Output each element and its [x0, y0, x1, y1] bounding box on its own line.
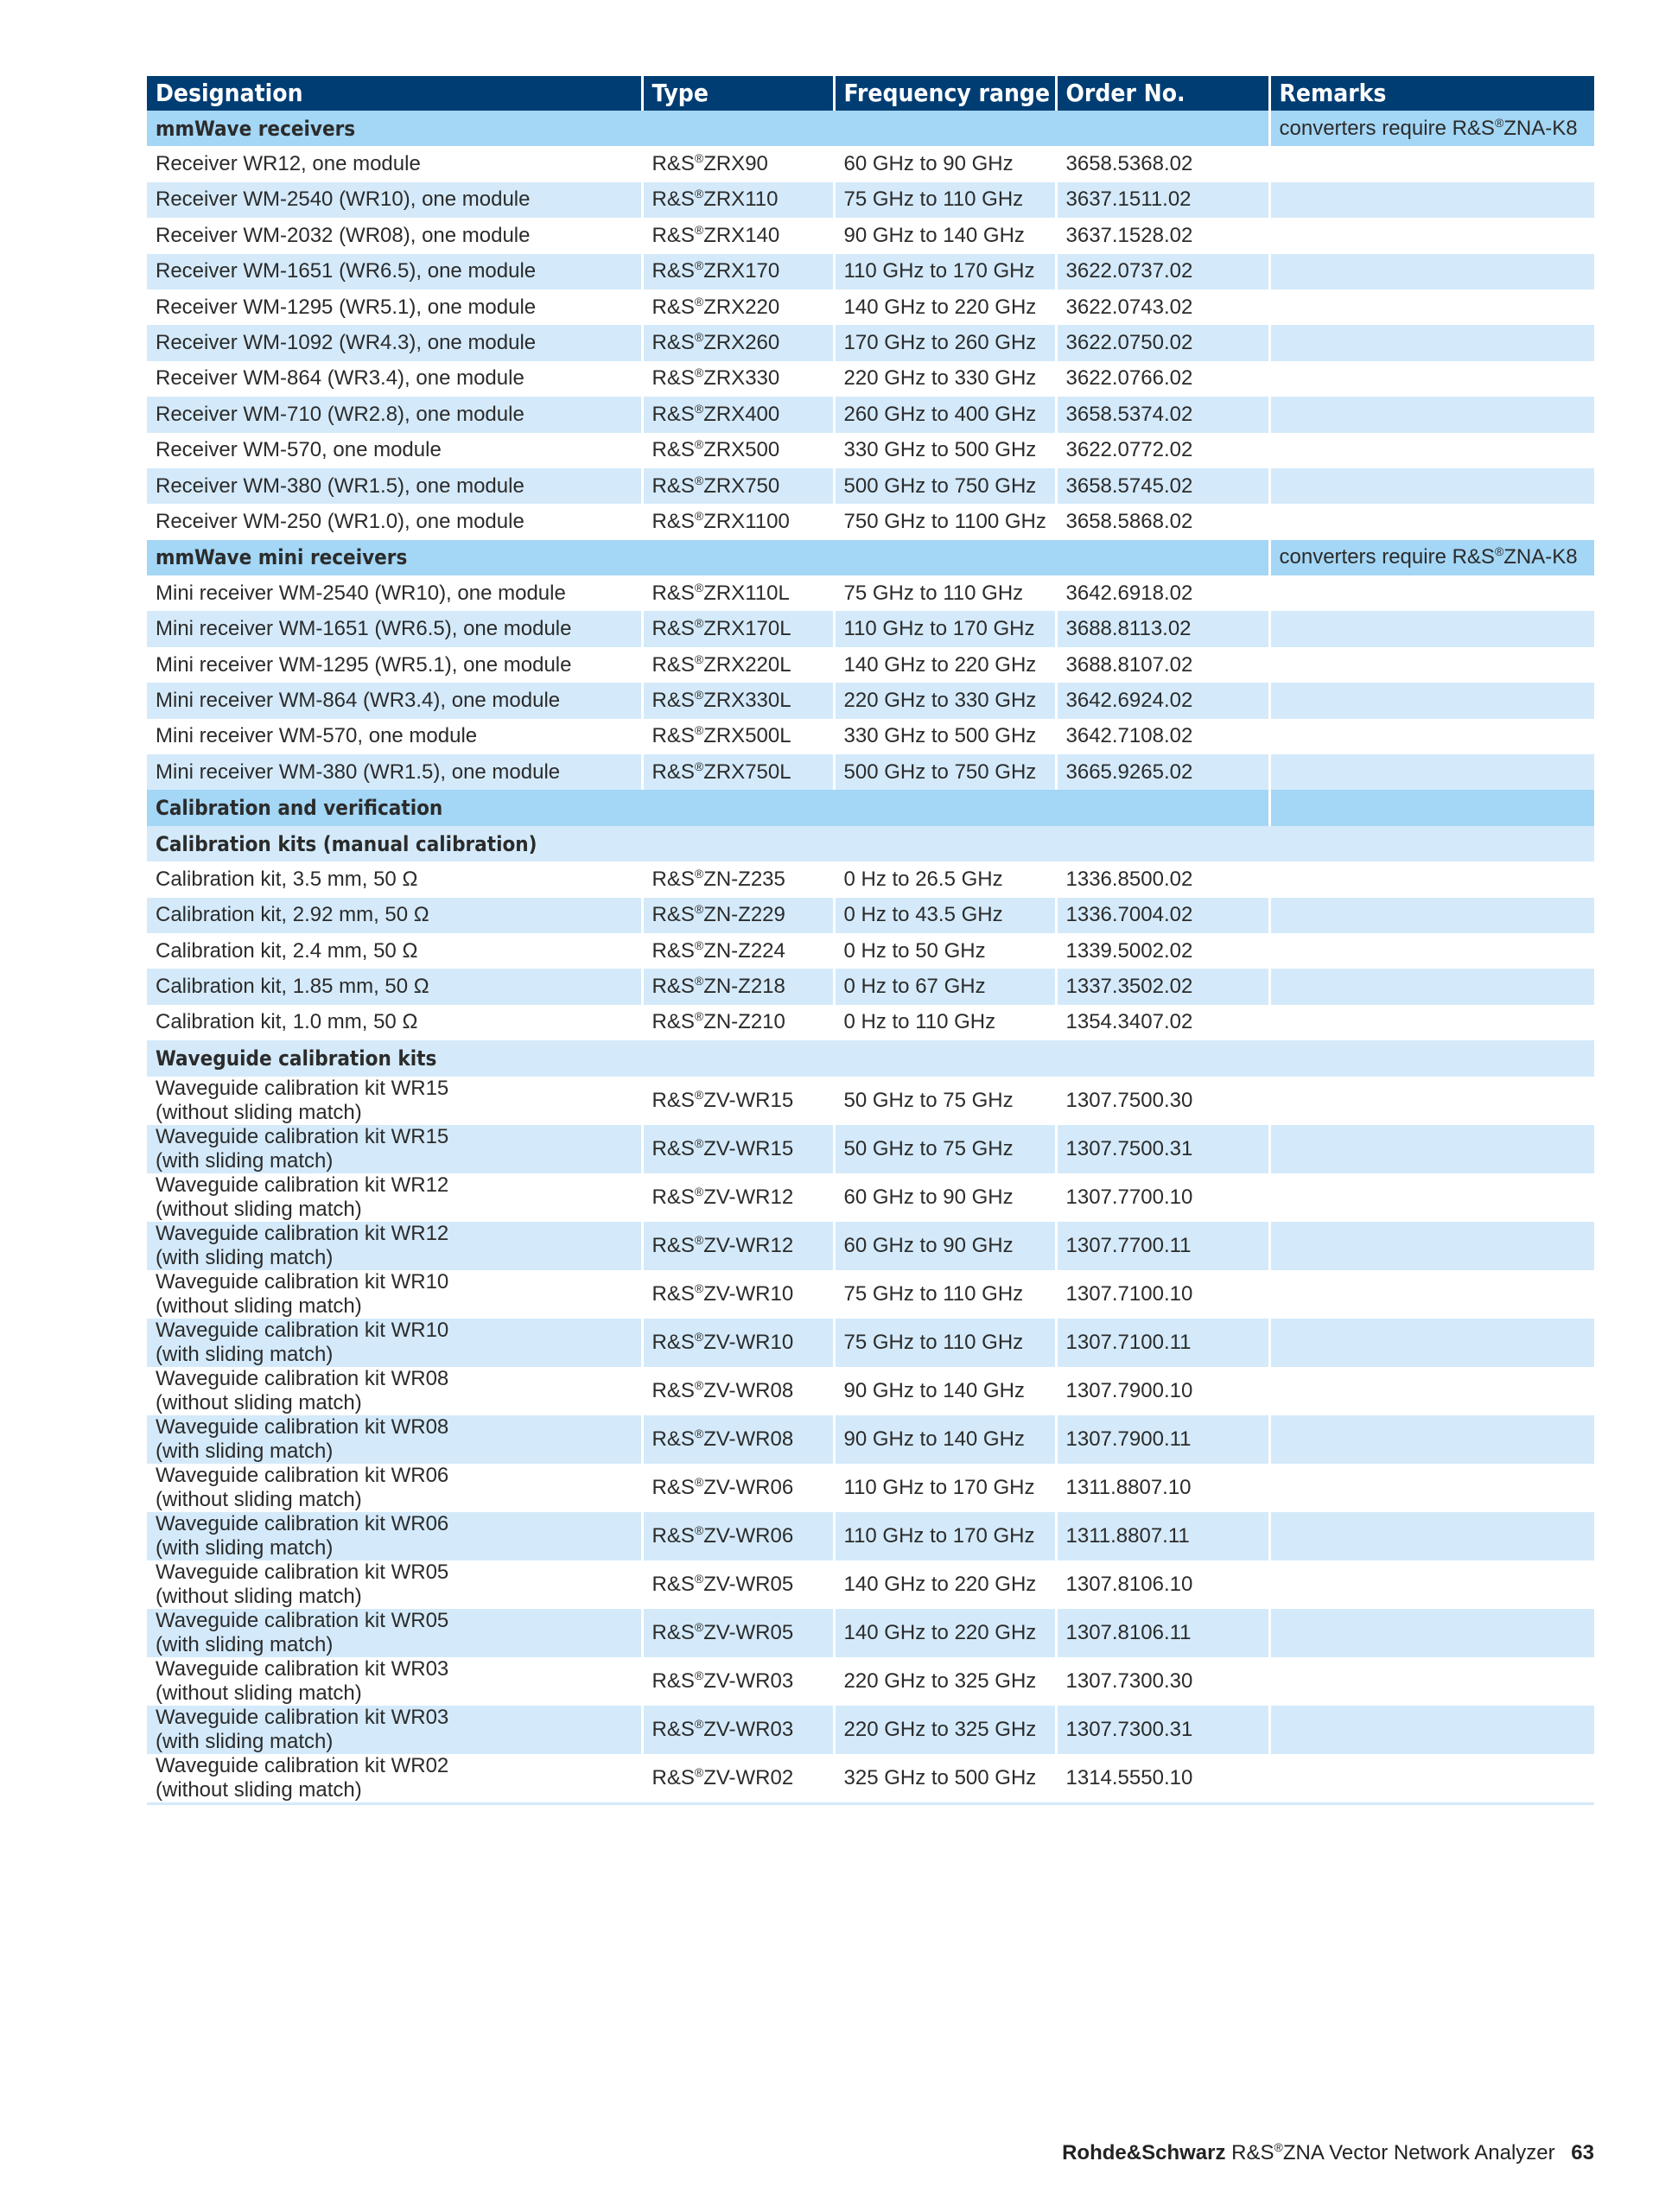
designation-cell: Receiver WM-710 (WR2.8), one module [147, 397, 642, 432]
remarks-cell [1269, 1754, 1594, 1804]
designation-cell: Mini receiver WM-864 (WR3.4), one module [147, 683, 642, 718]
designation-line1: Waveguide calibration kit WR15 [156, 1124, 449, 1148]
type-cell: R&S®ZN-Z224 [642, 933, 834, 969]
type-cell: R&S®ZRX750 [642, 468, 834, 504]
section-remark [1269, 790, 1594, 825]
table-row [147, 647, 1594, 683]
order-cell: 1307.7900.10 [1056, 1367, 1269, 1415]
type-cell: R&S®ZRX500L [642, 719, 834, 754]
type-cell: R&S®ZRX170 [642, 254, 834, 289]
frequency-cell: 50 GHz to 75 GHz [834, 1077, 1056, 1125]
designation-cell: Mini receiver WM-1295 (WR5.1), one module [147, 647, 642, 683]
order-cell: 3658.5368.02 [1056, 146, 1269, 181]
frequency-cell: 0 Hz to 110 GHz [834, 1005, 1056, 1040]
designation-cell: Mini receiver WM-380 (WR1.5), one module [147, 754, 642, 790]
table-row [147, 933, 1594, 969]
designation-cell: Receiver WM-2032 (WR08), one module [147, 218, 642, 253]
table-row [147, 1319, 1594, 1367]
designation-line1: Waveguide calibration kit WR05 [156, 1560, 449, 1584]
remarks-cell [1269, 1657, 1594, 1706]
frequency-cell: 140 GHz to 220 GHz [834, 1609, 1056, 1657]
designation-cell [147, 1270, 642, 1319]
designation-line1: Waveguide calibration kit WR10 [156, 1269, 449, 1294]
remarks-cell [1269, 1125, 1594, 1173]
subsection-title: Calibration kits (manual calibration) [147, 826, 1594, 861]
table-row [147, 754, 1594, 790]
table-header-row [147, 76, 1594, 111]
type-cell: R&S®ZV-WR06 [642, 1512, 834, 1560]
section-title: Calibration and verification [147, 790, 1269, 825]
table-row [147, 1754, 1594, 1804]
frequency-cell: 0 Hz to 26.5 GHz [834, 861, 1056, 897]
frequency-cell: 260 GHz to 400 GHz [834, 397, 1056, 432]
frequency-cell: 60 GHz to 90 GHz [834, 1173, 1056, 1222]
frequency-cell: 110 GHz to 170 GHz [834, 611, 1056, 646]
frequency-cell: 140 GHz to 220 GHz [834, 289, 1056, 325]
type-cell: R&S®ZV-WR15 [642, 1125, 834, 1173]
order-cell: 3622.0772.02 [1056, 433, 1269, 468]
type-cell: R&S®ZRX110 [642, 182, 834, 218]
designation-line1: Waveguide calibration kit WR03 [156, 1656, 449, 1681]
frequency-cell: 500 GHz to 750 GHz [834, 468, 1056, 504]
designation-cell [147, 1754, 642, 1804]
frequency-cell: 110 GHz to 170 GHz [834, 1512, 1056, 1560]
frequency-cell: 90 GHz to 140 GHz [834, 218, 1056, 253]
remarks-cell [1269, 218, 1594, 253]
table-row [147, 182, 1594, 218]
frequency-cell: 220 GHz to 325 GHz [834, 1706, 1056, 1754]
designation-cell: Receiver WM-2540 (WR10), one module [147, 182, 642, 218]
remarks-cell [1269, 861, 1594, 897]
designation-line2: (with sliding match) [156, 1342, 334, 1366]
table-row [147, 611, 1594, 646]
table-row [147, 969, 1594, 1004]
designation-cell: Mini receiver WM-570, one module [147, 719, 642, 754]
designation-line2: (with sliding match) [156, 1148, 334, 1173]
order-cell: 1307.8106.11 [1056, 1609, 1269, 1657]
table-row [147, 1005, 1594, 1040]
designation-line2: (without sliding match) [156, 1584, 362, 1608]
frequency-cell: 90 GHz to 140 GHz [834, 1367, 1056, 1415]
remarks-cell [1269, 647, 1594, 683]
remarks-cell [1269, 719, 1594, 754]
frequency-cell: 75 GHz to 110 GHz [834, 575, 1056, 611]
table-row [147, 468, 1594, 504]
designation-line1: Waveguide calibration kit WR06 [156, 1511, 449, 1535]
frequency-cell: 110 GHz to 170 GHz [834, 1464, 1056, 1512]
order-cell: 1307.7100.11 [1056, 1319, 1269, 1367]
designation-cell: Mini receiver WM-2540 (WR10), one module [147, 575, 642, 611]
table-row [147, 397, 1594, 432]
type-cell: R&S®ZRX170L [642, 611, 834, 646]
designation-cell: Receiver WM-250 (WR1.0), one module [147, 504, 642, 539]
order-cell: 1337.3502.02 [1056, 969, 1269, 1004]
remarks-cell [1269, 397, 1594, 432]
frequency-cell: 0 Hz to 67 GHz [834, 969, 1056, 1004]
type-cell: R&S®ZV-WR12 [642, 1173, 834, 1222]
order-cell: 3665.9265.02 [1056, 754, 1269, 790]
table-row [147, 361, 1594, 397]
type-cell: R&S®ZV-WR10 [642, 1270, 834, 1319]
order-cell: 1307.8106.10 [1056, 1560, 1269, 1609]
designation-line2: (without sliding match) [156, 1487, 362, 1511]
order-cell: 3658.5868.02 [1056, 504, 1269, 539]
designation-line2: (without sliding match) [156, 1100, 362, 1124]
designation-cell [147, 1173, 642, 1222]
header-order-no: Order No. [1056, 76, 1269, 111]
order-cell: 1311.8807.10 [1056, 1464, 1269, 1512]
designation-cell: Receiver WM-864 (WR3.4), one module [147, 361, 642, 397]
designation-cell [147, 1464, 642, 1512]
order-cell: 1354.3407.02 [1056, 1005, 1269, 1040]
frequency-cell: 750 GHz to 1100 GHz [834, 504, 1056, 539]
designation-cell [147, 1560, 642, 1609]
table-row [147, 898, 1594, 933]
designation-line1: Waveguide calibration kit WR15 [156, 1076, 449, 1100]
order-cell: 1307.7500.31 [1056, 1125, 1269, 1173]
frequency-cell: 140 GHz to 220 GHz [834, 647, 1056, 683]
remarks-cell [1269, 1415, 1594, 1464]
order-cell: 3658.5745.02 [1056, 468, 1269, 504]
type-cell: R&S®ZRX330 [642, 361, 834, 397]
frequency-cell: 75 GHz to 110 GHz [834, 1270, 1056, 1319]
type-cell: R&S®ZRX750L [642, 754, 834, 790]
brand-name: Rohde&Schwarz [1062, 2141, 1226, 2164]
type-cell: R&S®ZV-WR03 [642, 1706, 834, 1754]
type-cell: R&S®ZRX500 [642, 433, 834, 468]
remarks-cell [1269, 611, 1594, 646]
table-row [147, 325, 1594, 360]
order-cell: 3622.0743.02 [1056, 289, 1269, 325]
designation-cell: Receiver WM-1295 (WR5.1), one module [147, 289, 642, 325]
table-row [147, 1464, 1594, 1512]
type-cell: R&S®ZV-WR05 [642, 1609, 834, 1657]
table-row [147, 1706, 1594, 1754]
remarks-cell [1269, 898, 1594, 933]
type-cell: R&S®ZN-Z210 [642, 1005, 834, 1040]
designation-line1: Waveguide calibration kit WR02 [156, 1753, 449, 1777]
table-body [147, 111, 1594, 1803]
order-cell: 1307.7900.11 [1056, 1415, 1269, 1464]
remarks-cell [1269, 1560, 1594, 1609]
section-mmwave-mini-receivers [147, 540, 1594, 575]
remarks-cell [1269, 754, 1594, 790]
table-row [147, 1270, 1594, 1319]
frequency-cell: 220 GHz to 330 GHz [834, 361, 1056, 397]
type-cell: R&S®ZRX220 [642, 289, 834, 325]
frequency-cell: 325 GHz to 500 GHz [834, 1754, 1056, 1804]
designation-cell [147, 1609, 642, 1657]
designation-line2: (with sliding match) [156, 1535, 334, 1560]
designation-cell: Receiver WM-380 (WR1.5), one module [147, 468, 642, 504]
designation-cell: Mini receiver WM-1651 (WR6.5), one module [147, 611, 642, 646]
page-footer [1062, 2141, 1594, 2165]
type-cell: R&S®ZV-WR05 [642, 1560, 834, 1609]
remarks-cell [1269, 575, 1594, 611]
remarks-cell [1269, 683, 1594, 718]
designation-cell: Calibration kit, 3.5 mm, 50 Ω [147, 861, 642, 897]
frequency-cell: 220 GHz to 325 GHz [834, 1657, 1056, 1706]
frequency-cell: 330 GHz to 500 GHz [834, 719, 1056, 754]
table-row [147, 1657, 1594, 1706]
designation-cell [147, 1077, 642, 1125]
type-cell: R&S®ZN-Z235 [642, 861, 834, 897]
designation-cell [147, 1657, 642, 1706]
frequency-cell: 0 Hz to 43.5 GHz [834, 898, 1056, 933]
remarks-cell [1269, 969, 1594, 1004]
order-cell: 1307.7700.10 [1056, 1173, 1269, 1222]
order-cell: 3622.0766.02 [1056, 361, 1269, 397]
header-type: Type [642, 76, 834, 111]
designation-line1: Waveguide calibration kit WR06 [156, 1463, 449, 1487]
frequency-cell: 75 GHz to 110 GHz [834, 182, 1056, 218]
remarks-cell [1269, 254, 1594, 289]
order-cell: 1311.8807.11 [1056, 1512, 1269, 1560]
product-name: R&S®ZNA Vector Network Analyzer [1231, 2140, 1555, 2164]
order-cell: 1307.7700.11 [1056, 1222, 1269, 1270]
frequency-cell: 330 GHz to 500 GHz [834, 433, 1056, 468]
header-frequency-range: Frequency range [834, 76, 1056, 111]
type-cell: R&S®ZV-WR03 [642, 1657, 834, 1706]
subsection-waveguide-calibration [147, 1040, 1594, 1076]
frequency-cell: 140 GHz to 220 GHz [834, 1560, 1056, 1609]
remarks-cell [1269, 1706, 1594, 1754]
order-cell: 1339.5002.02 [1056, 933, 1269, 969]
header-remarks: Remarks [1269, 76, 1594, 111]
designation-cell: Receiver WM-1651 (WR6.5), one module [147, 254, 642, 289]
remarks-cell [1269, 146, 1594, 181]
designation-line1: Waveguide calibration kit WR10 [156, 1318, 449, 1342]
remarks-cell [1269, 1077, 1594, 1125]
designation-cell: Receiver WM-570, one module [147, 433, 642, 468]
designation-line1: Waveguide calibration kit WR08 [156, 1366, 449, 1390]
subsection-manual-calibration [147, 826, 1594, 861]
designation-cell [147, 1706, 642, 1754]
designation-line1: Waveguide calibration kit WR08 [156, 1414, 449, 1439]
frequency-cell: 110 GHz to 170 GHz [834, 254, 1056, 289]
ordering-table [147, 76, 1594, 1805]
table-row [147, 1560, 1594, 1609]
order-cell: 3622.0750.02 [1056, 325, 1269, 360]
remarks-cell [1269, 504, 1594, 539]
table-row [147, 719, 1594, 754]
designation-line2: (without sliding match) [156, 1197, 362, 1221]
designation-cell [147, 1125, 642, 1173]
frequency-cell: 170 GHz to 260 GHz [834, 325, 1056, 360]
header-designation: Designation [147, 76, 642, 111]
designation-cell [147, 1367, 642, 1415]
table-row [147, 218, 1594, 253]
order-cell: 3637.1511.02 [1056, 182, 1269, 218]
designation-line2: (without sliding match) [156, 1681, 362, 1705]
order-cell: 1336.7004.02 [1056, 898, 1269, 933]
table-row [147, 683, 1594, 718]
table-row [147, 504, 1594, 539]
order-cell: 3622.0737.02 [1056, 254, 1269, 289]
order-cell: 1307.7300.30 [1056, 1657, 1269, 1706]
remarks-cell [1269, 289, 1594, 325]
remarks-cell [1269, 433, 1594, 468]
remarks-cell [1269, 468, 1594, 504]
order-cell: 1336.8500.02 [1056, 861, 1269, 897]
designation-cell: Calibration kit, 2.92 mm, 50 Ω [147, 898, 642, 933]
section-calibration [147, 790, 1594, 825]
designation-line1: Waveguide calibration kit WR05 [156, 1608, 449, 1632]
remarks-cell [1269, 1512, 1594, 1560]
order-cell: 1314.5550.10 [1056, 1754, 1269, 1804]
table-row [147, 433, 1594, 468]
order-cell: 3642.6924.02 [1056, 683, 1269, 718]
table-row [147, 861, 1594, 897]
designation-line2: (without sliding match) [156, 1777, 362, 1802]
section-remark: converters require R&S®ZNA-K8 [1269, 111, 1594, 146]
type-cell: R&S®ZRX110L [642, 575, 834, 611]
designation-cell: Calibration kit, 1.0 mm, 50 Ω [147, 1005, 642, 1040]
type-cell: R&S®ZRX140 [642, 218, 834, 253]
type-cell: R&S®ZV-WR12 [642, 1222, 834, 1270]
type-cell: R&S®ZRX1100 [642, 504, 834, 539]
remarks-cell [1269, 933, 1594, 969]
designation-line2: (without sliding match) [156, 1390, 362, 1414]
remarks-cell [1269, 1367, 1594, 1415]
frequency-cell: 50 GHz to 75 GHz [834, 1125, 1056, 1173]
designation-line1: Waveguide calibration kit WR12 [156, 1221, 449, 1245]
designation-line1: Waveguide calibration kit WR03 [156, 1705, 449, 1729]
section-mmwave-receivers [147, 111, 1594, 146]
designation-line2: (without sliding match) [156, 1294, 362, 1318]
frequency-cell: 0 Hz to 50 GHz [834, 933, 1056, 969]
type-cell: R&S®ZRX90 [642, 146, 834, 181]
designation-cell [147, 1222, 642, 1270]
table-row [147, 1367, 1594, 1415]
frequency-cell: 75 GHz to 110 GHz [834, 1319, 1056, 1367]
designation-line2: (with sliding match) [156, 1439, 334, 1463]
order-cell: 1307.7500.30 [1056, 1077, 1269, 1125]
table-row [147, 254, 1594, 289]
frequency-cell: 60 GHz to 90 GHz [834, 1222, 1056, 1270]
type-cell: R&S®ZV-WR02 [642, 1754, 834, 1804]
table-row [147, 1512, 1594, 1560]
type-cell: R&S®ZN-Z218 [642, 969, 834, 1004]
table-row [147, 146, 1594, 181]
section-title: mmWave receivers [147, 111, 1269, 146]
table-row [147, 1609, 1594, 1657]
designation-cell [147, 1319, 642, 1367]
type-cell: R&S®ZV-WR08 [642, 1415, 834, 1464]
designation-line1: Waveguide calibration kit WR12 [156, 1173, 449, 1197]
section-title: mmWave mini receivers [147, 540, 1269, 575]
remarks-cell [1269, 1464, 1594, 1512]
frequency-cell: 500 GHz to 750 GHz [834, 754, 1056, 790]
designation-line2: (with sliding match) [156, 1632, 334, 1656]
type-cell: R&S®ZRX260 [642, 325, 834, 360]
frequency-cell: 90 GHz to 140 GHz [834, 1415, 1056, 1464]
order-cell: 1307.7300.31 [1056, 1706, 1269, 1754]
order-cell: 3658.5374.02 [1056, 397, 1269, 432]
remarks-cell [1269, 1173, 1594, 1222]
table-row [147, 1415, 1594, 1464]
frequency-cell: 60 GHz to 90 GHz [834, 146, 1056, 181]
remarks-cell [1269, 1609, 1594, 1657]
section-remark: converters require R&S®ZNA-K8 [1269, 540, 1594, 575]
designation-cell: Receiver WM-1092 (WR4.3), one module [147, 325, 642, 360]
table-row [147, 575, 1594, 611]
order-cell: 3637.1528.02 [1056, 218, 1269, 253]
type-cell: R&S®ZV-WR15 [642, 1077, 834, 1125]
remarks-cell [1269, 361, 1594, 397]
remarks-cell [1269, 182, 1594, 218]
order-cell: 3688.8107.02 [1056, 647, 1269, 683]
type-cell: R&S®ZV-WR10 [642, 1319, 834, 1367]
table-row [147, 1222, 1594, 1270]
order-cell: 1307.7100.10 [1056, 1270, 1269, 1319]
designation-cell: Receiver WR12, one module [147, 146, 642, 181]
page-number: 63 [1571, 2141, 1594, 2164]
designation-cell [147, 1415, 642, 1464]
designation-cell: Calibration kit, 2.4 mm, 50 Ω [147, 933, 642, 969]
remarks-cell [1269, 1005, 1594, 1040]
remarks-cell [1269, 1222, 1594, 1270]
type-cell: R&S®ZV-WR06 [642, 1464, 834, 1512]
designation-line2: (with sliding match) [156, 1729, 334, 1753]
subsection-title: Waveguide calibration kits [147, 1040, 1594, 1076]
designation-cell: Calibration kit, 1.85 mm, 50 Ω [147, 969, 642, 1004]
type-cell: R&S®ZN-Z229 [642, 898, 834, 933]
remarks-cell [1269, 1270, 1594, 1319]
remarks-cell [1269, 1319, 1594, 1367]
order-cell: 3642.7108.02 [1056, 719, 1269, 754]
type-cell: R&S®ZRX400 [642, 397, 834, 432]
type-cell: R&S®ZRX330L [642, 683, 834, 718]
remarks-cell [1269, 325, 1594, 360]
type-cell: R&S®ZRX220L [642, 647, 834, 683]
designation-line2: (with sliding match) [156, 1245, 334, 1269]
table-row [147, 1077, 1594, 1125]
designation-cell [147, 1512, 642, 1560]
table-row [147, 289, 1594, 325]
type-cell: R&S®ZV-WR08 [642, 1367, 834, 1415]
order-cell: 3688.8113.02 [1056, 611, 1269, 646]
table-row [147, 1125, 1594, 1173]
table-row [147, 1173, 1594, 1222]
order-cell: 3642.6918.02 [1056, 575, 1269, 611]
frequency-cell: 220 GHz to 330 GHz [834, 683, 1056, 718]
